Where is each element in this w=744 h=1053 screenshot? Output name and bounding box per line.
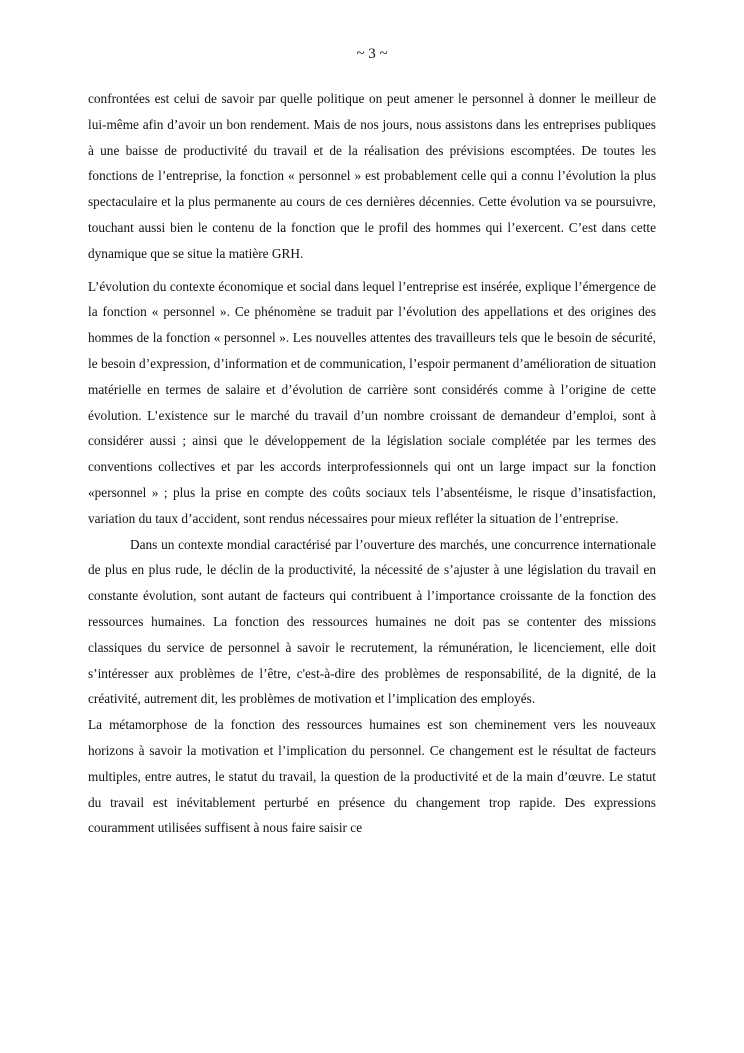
paragraph-2: L’évolution du contexte économique et social dans lequel l’entreprise est insérée, explique l’émergence de la fonction « personnel ». Ce phénomène se traduit par l’évolution des appellations et des origines des hommes de la fonction « personnel ». Les nouvelles attentes des travailleurs tels que le besoin de sécurité, le besoin d’expression, d’information et de communication, l’espoir permanent d’amélioration de situation matérielle en termes de salaire et d’évolution de carrière sont considérés comme à l’origine de cette évolution. L’existence sur le marché du travail d’un nombre croissant de demandeur d’emploi, sont à considérer aussi ; ainsi que le développement de la législation sociale complétée par les termes des conventions collectives et par les accords interprofessionnels qui ont un large impact sur la fonction «personnel » ; plus la prise en compte des coûts sociaux tels l’absentéisme, le risque d’insatisfaction, variation du taux d’accident, sont rendus nécessaires pour mieux refléter la situation de l’entreprise. bbox=[88, 278, 656, 526]
page-number: ~ 3 ~ bbox=[356, 46, 388, 62]
body-text bbox=[88, 86, 656, 841]
paragraph-3: Dans un contexte mondial caractérisé par l’ouverture des marchés, une concurrence internationale de plus en plus rude, le déclin de la productivité, la nécessité de s’ajuster à une législation du travail en constante évolution, sont autant de facteurs qui contribuent à l’importance croissante de la fonction des ressources humaines. La fonction des ressources humaines ne doit pas se contenter des missions classiques du service de personnel à savoir le recrutement, la rémunération, le licenciement, elle doit s’intéresser aux problèmes de l’être, c'est-à-dire des problèmes de responsabilité, de la dignité, de la créativité, autrement dit, les problèmes de motivation et l’implication des employés. bbox=[88, 536, 656, 707]
paragraph-4: La métamorphose de la fonction des ressources humaines est son cheminement vers les nouveaux horizons à savoir la motivation et l’implication du personnel. Ce changement est le résultat de facteurs multiples, entre autres, le statut du travail, la question de la productivité et de la main d’œuvre. Le statut du travail est inévitablement perturbé en présence du changement trop rapide. Des expressions couramment utilisées suffisent à nous faire saisir ce bbox=[88, 717, 656, 836]
paragraph-1: confrontées est celui de savoir par quelle politique on peut amener le personnel à donner le meilleur de lui-même afin d’avoir un bon rendement. Mais de nos jours, nous assistons dans les entreprises publiques à une baisse de productivité du travail et de la réalisation des prévisions escomptées. De toutes les fonctions de l’entreprise, la fonction « personnel » est probablement celle qui a connu l’évolution la plus spectaculaire et la plus permanente au cours de ces dernières décennies. Cette évolution va se poursuivre, touchant aussi bien le contenu de la fonction que le profil des hommes qui l’exercent. C’est dans cette dynamique que se situe la matière GRH. bbox=[88, 91, 656, 261]
